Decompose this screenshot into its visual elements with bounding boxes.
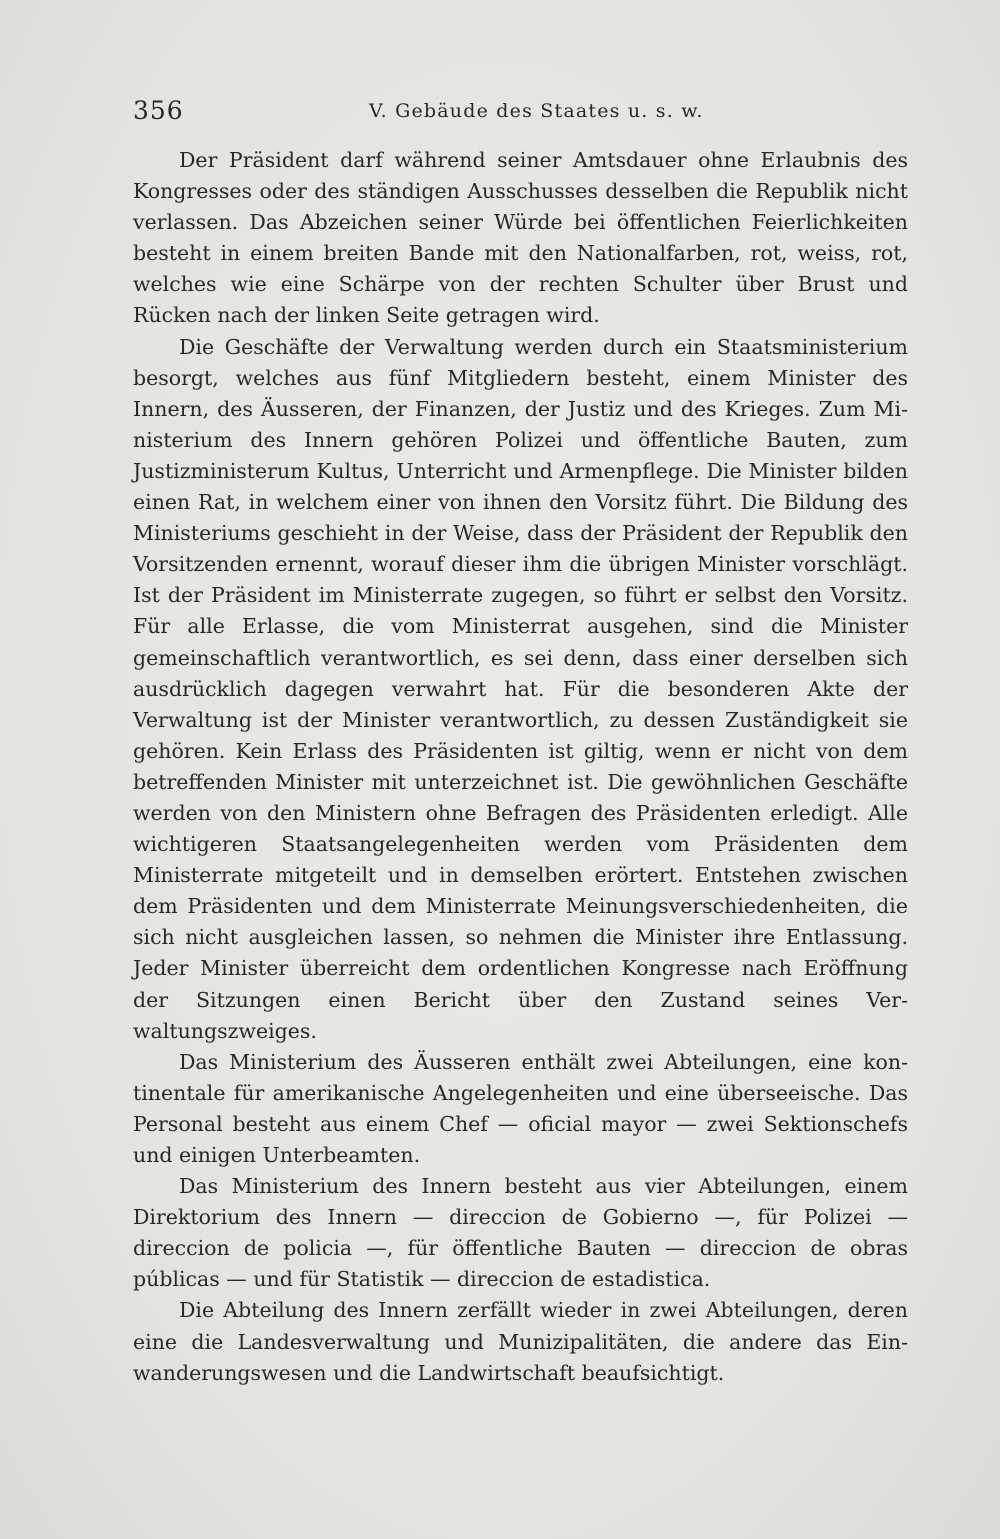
paragraph: Die Geschäfte der Verwaltung werden durch ein Staatsministerium besorgt, welches aus fünf Mitgliedern besteht, einem Minister des Innern, des Äusseren, der Finanzen, der Justiz und des Krieges. Zum Ministerium des Innern gehören Polizei und öffentliche Bauten, zum Justizministerum Kultus, Unterricht und Armenpflege. Die Minister bilden einen Rat, in welchem einer von ihnen den Vorsitz führt. Die Bildung des Ministeriums geschieht in der Weise, dass der Präsident der Republik den Vorsitzenden ernennt, worauf dieser ihm die übrigen Minister vorschlägt. Ist der Präsident im Ministerrate zugegen, so führt er selbst den Vorsitz. Für alle Erlasse, die vom Ministerrat ausgehen, sind die Minister gemeinschaftlich verantwortlich, es sei denn, dass einer derselben sich ausdrücklich dagegen verwahrt hat. Für die besonderen Akte der Verwaltung ist der Minister verantwortlich, zu dessen Zuständigkeit sie gehören. Kein Erlass des Präsidenten ist giltig, wenn er nicht von dem betreffenden Minister mit unterzeichnet ist. Die gewöhnlichen Geschäfte werden von den Ministern ohne Befragen des Präsidenten erledigt. Alle wichtigeren Staatsangelegenheiten werden vom Präsidenten dem Ministerrate mitgeteilt und in demselben erörtert. Entstehen zwischen dem Präsidenten und dem Ministerrate Meinungsverschiedenheiten, die sich nicht ausgleichen lassen, so nehmen die Minister ihre Entlassung. Jeder Minister überreicht dem ordentlichen Kongresse nach Eröffnung der Sitzungen einen Bericht über den Zustand seines Verwaltungszweiges. [133,334,908,1043]
paragraph: Die Abteilung des Innern zerfällt wieder in zwei Abteilungen, deren eine die Landesverwaltung und Munizipalitäten, die andere das Einwanderungswesen und die Landwirtschaft beaufsichtigt. [133,1298,908,1385]
paragraph: Das Ministerium des Innern besteht aus vier Abteilungen, einem Direktorium des Innern — direccion de Gobierno —, für Polizei — direccion de policia —, für öffentliche Bauten — direccion de obras públicas — und für Statistik — direccion de estadistica. [133,1174,908,1292]
paragraph: Das Ministerium des Äusseren enthält zwei Abteilungen, eine kontinentale für amerikanische Angelegenheiten und eine überseeische. Das Personal besteht aus einem Chef — oficial mayor — zwei Sektionschefs und einigen Unterbeamten. [133,1049,908,1167]
paragraph: Der Präsident darf während seiner Amtsdauer ohne Erlaubnis des Kongresses oder des ständigen Ausschusses desselben die Republik nicht verlassen. Das Abzeichen seiner Würde bei öffentlichen Feierlichkeiten besteht in einem breiten Bande mit den Nationalfarben, rot, weiss, rot, welches wie eine Schärpe von der rechten Schulter über Brust und Rücken nach der linken Seite getragen wird. [133,148,908,328]
body-text [133,145,908,1389]
page-number: 356 [133,96,184,125]
running-head: V. Gebäude des Staates u. s. w. [369,100,704,122]
page-header [133,96,908,132]
